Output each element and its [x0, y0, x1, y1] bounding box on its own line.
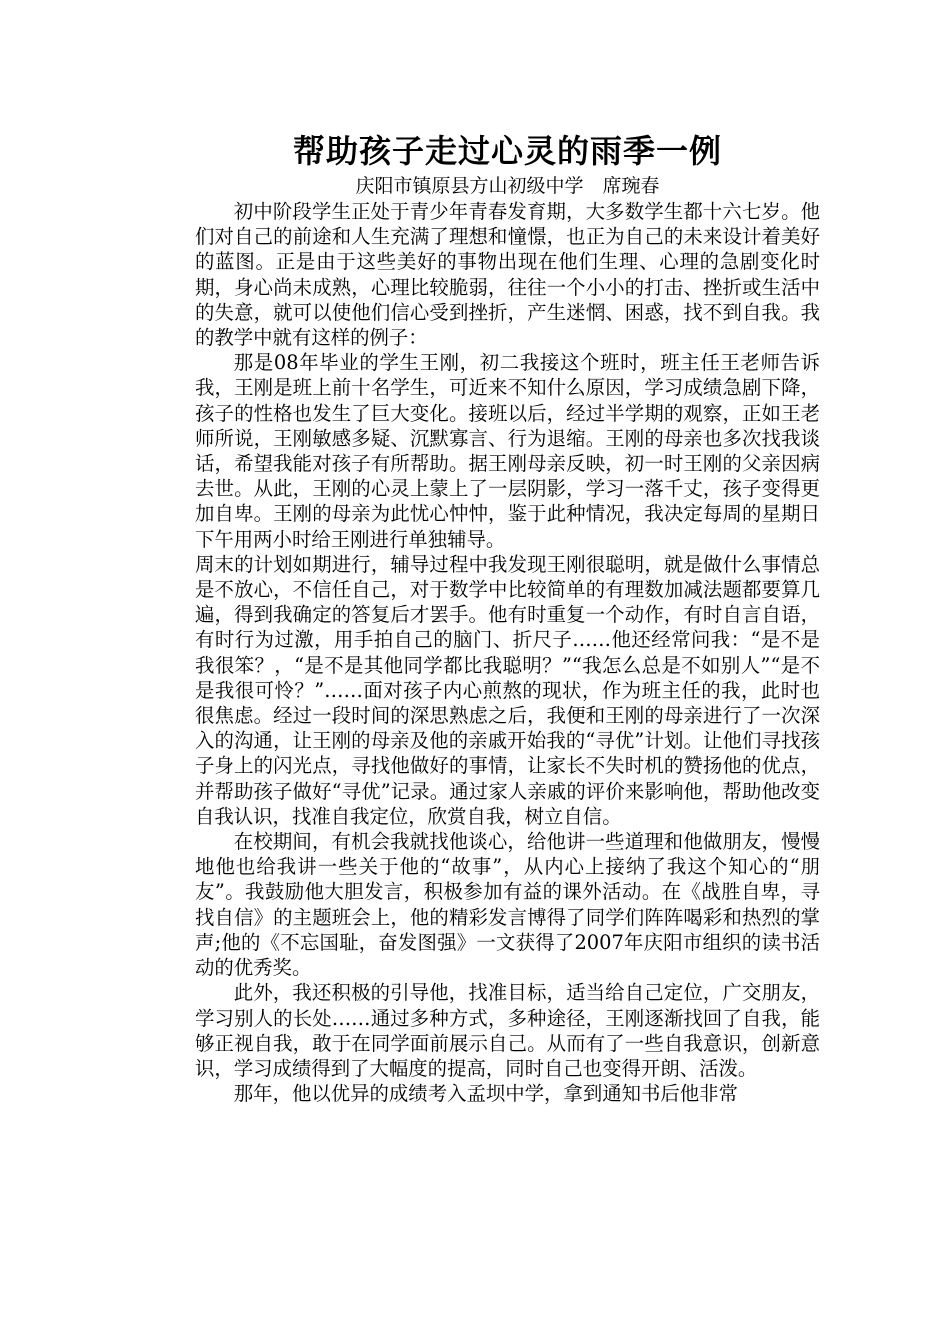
document-page: [195, 128, 820, 1106]
document-author: 庆阳市镇原县方山初级中学 席琬春: [355, 175, 660, 197]
paragraph-6: 那年，他以优异的成绩考入孟坝中学，拿到通知书后他非常: [233, 1082, 738, 1106]
paragraph-3: 周末的计划如期进行，辅导过程中我发现王刚很聪明，就是做什么事情总是不放心，不信任自己，对于数学中比较简单的有理数加减法题都要算几遍，得到我确定的答复后才罢手。他有时重复一个动作，有时自言自语，有时行为过激，用手拍自己的脑门、折尺子……他还经常问我：“是不是我很笨？，“是不是其他同学都比我聪明？”“我怎么总是不如别人”“是不是我很可怜？”……面对孩子内心煎熬的现状，作为班主任的我，此时也很焦虑。经过一段时间的深思熟虑之后，我便和王刚的母亲进行了一次深入的沟通，让王刚的母亲及他的亲戚开始我的“寻优”计划。让他们寻找孩子身上的闪光点，寻找他做好的事情，让家长不失时机的赞扬他的优点，并帮助孩子做好“寻优”记录。通过家人亲戚的评价来影响他，帮助他改变自我认识，找准自我定位，欣赏自我，树立自信。: [195, 552, 820, 828]
document-title: 帮助孩子走过心灵的雨季一例: [292, 132, 722, 170]
paragraph-4: 在校期间，有机会我就找他谈心，给他讲一些道理和他做朋友，慢慢地他也给我讲一些关于他的“故事”，从内心上接纳了我这个知心的“朋友”。我鼓励他大胆发言，积极参加有益的课外活动。在《战胜自卑，寻找自信》的主题班会上，他的精彩发言博得了同学们阵阵喝彩和热烈的掌声;他的《不忘国耻，奋发图强》一文获得了2007年庆阳市组织的读书活动的优秀奖。: [195, 830, 820, 980]
paragraph-5: 此外，我还积极的引导他，找准目标，适当给自己定位，广交朋友，学习别人的长处……通过多种方式，多种途径，王刚逐渐找回了自我，能够正视自我，敢于在同学面前展示自己。从而有了一些自我意识，创新意识，学习成绩得到了大幅度的提高，同时自己也变得开朗、活泼。: [195, 981, 820, 1080]
paragraph-1: 初中阶段学生正处于青少年青春发育期，大多数学生都十六七岁。他们对自己的前途和人生充满了理想和憧憬，也正为自己的未来设计着美好的蓝图。正是由于这些美好的事物出现在他们生理、心理的急剧变化时期，身心尚未成熟，心理比较脆弱，往往一个小小的打击、挫折或生活中的失意，就可以使他们信心受到挫折，产生迷惘、困惑，找不到自我。我的教学中就有这样的例子：: [195, 200, 820, 350]
paragraph-2: 那是08年毕业的学生王刚，初二我接这个班时，班主任王老师告诉我，王刚是班上前十名学生，可近来不知什么原因，学习成绩急剧下降，孩子的性格也发生了巨大变化。接班以后，经过半学期的观察，正如王老师所说，王刚敏感多疑、沉默寡言、行为退缩。王刚的母亲也多次找我谈话，希望我能对孩子有所帮助。据王刚母亲反映，初一时王刚的父亲因病去世。从此，王刚的心灵上蒙上了一层阴影，学习一落千丈，孩子变得更加自卑。王刚的母亲为此忧心忡忡，鉴于此种情况，我决定每周的星期日下午用两小时给王刚进行单独辅导。: [195, 351, 820, 551]
